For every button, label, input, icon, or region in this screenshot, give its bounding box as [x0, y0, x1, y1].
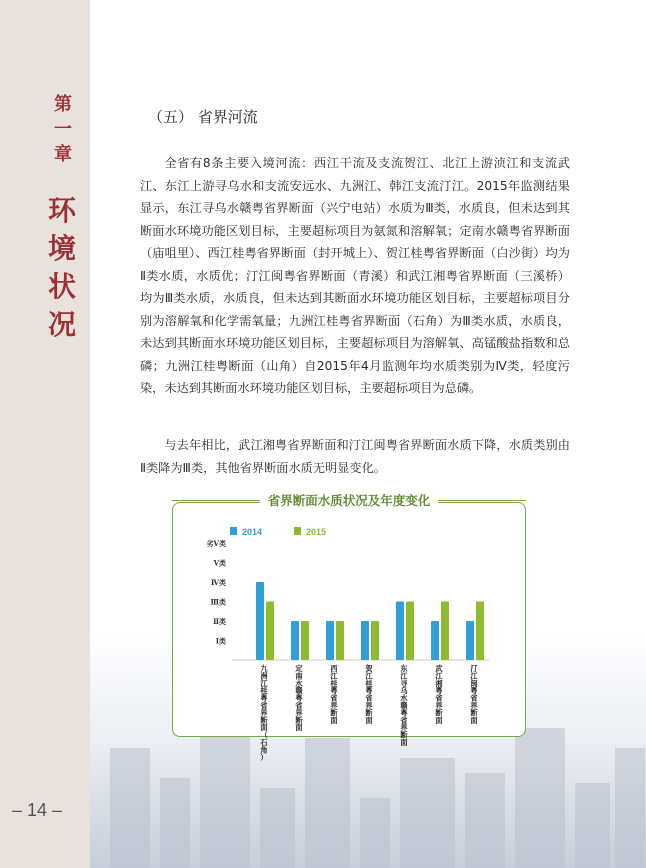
- bar-2015-1: [301, 621, 309, 660]
- bar-2014-0: [256, 582, 264, 660]
- paragraph-1: 全省有8条主要入境河流：西江干流及支流贺江、北江上游浈江和支流武江、东江上游寻乌水和支流安远水、九洲江、韩江支流汀江。2015年监测结果显示，东江寻乌水赣粤省界断面（兴宁电站）水质为Ⅲ类，水质良，但未达到其断面水环境功能区划目标，主要超标项目为氨氮和溶解氧；定南水赣粤省界断面（庙咀里）、西江桂粤省界断面（封开城上）、贺江桂粤省界断面（白沙街）均为Ⅱ类水质，水质优；汀江闽粤省界断面（青溪）和武江湘粤省界断面（三溪桥）均为Ⅲ类水质，水质良，但未达到其断面水环境功能区划目标，主要超标项目分别为溶解氧和化学需氧量；九洲江桂粤省界断面（石角）为Ⅲ类水质，水质良，未达到其断面水环境功能区划目标，主要超标项目为溶解氧、高锰酸盐指数和总磷；九洲江桂粤断面（山角）自2015年4月监测年均水质类别为Ⅳ类，轻度污染，未达到其断面水环境功能区划目标，主要超标项目为总磷。: [140, 156, 570, 395]
- bar-2015-6: [476, 602, 484, 661]
- category-label: 汀江闽粤省界断面: [470, 664, 478, 725]
- y-tick-label: Ⅱ类: [213, 617, 226, 626]
- bar-2015-5: [441, 602, 449, 661]
- legend-swatch-2014: [230, 527, 237, 535]
- bar-2015-0: [266, 602, 274, 661]
- category-label: 贺江桂粤省界断面: [365, 664, 373, 725]
- bar-chart: [172, 502, 524, 762]
- y-tick-label: Ⅳ类: [211, 578, 226, 587]
- chapter-label: 第一章: [54, 94, 72, 165]
- category-label: 定南水赣粤省界断面: [295, 664, 303, 733]
- category-label: 九洲江桂粤省界断面（石角）: [260, 664, 268, 762]
- bar-2014-6: [466, 621, 474, 660]
- y-tick-label: 劣Ⅴ类: [206, 539, 226, 548]
- y-tick-label: Ⅰ类: [215, 636, 226, 646]
- y-tick-label: Ⅲ类: [210, 597, 226, 607]
- bar-2014-5: [431, 621, 439, 660]
- legend-label-2015: 2015: [306, 527, 327, 537]
- bar-2014-1: [291, 621, 299, 660]
- bar-2015-4: [406, 602, 414, 661]
- legend-label-2014: 2014: [242, 527, 263, 537]
- bar-2015-3: [371, 621, 379, 660]
- bar-2014-3: [361, 621, 369, 660]
- page-number: – 14 –: [12, 800, 63, 820]
- y-tick-label: Ⅴ类: [213, 558, 226, 568]
- chapter-sidebar: [0, 0, 90, 868]
- bar-2015-2: [336, 621, 344, 660]
- category-label: 西江桂粤省界断面: [330, 664, 338, 725]
- paragraph-2: 与去年相比，武江湘粤省界断面和汀江闽粤省界断面水质下降，水质类别由Ⅱ类降为Ⅲ类，其他省界断面水质无明显变化。: [140, 438, 570, 475]
- chart-title: 省界断面水质状况及年度变化: [260, 491, 439, 509]
- legend-swatch-2015: [294, 527, 301, 535]
- category-label: 东江寻乌水赣粤省界断面: [400, 664, 408, 747]
- category-label: 武江湘粤省界断面: [435, 664, 443, 725]
- section-heading: （五） 省界河流: [148, 108, 258, 126]
- bar-2014-2: [326, 621, 334, 660]
- chapter-title: 环境状况: [47, 194, 76, 341]
- bar-2014-4: [396, 602, 404, 661]
